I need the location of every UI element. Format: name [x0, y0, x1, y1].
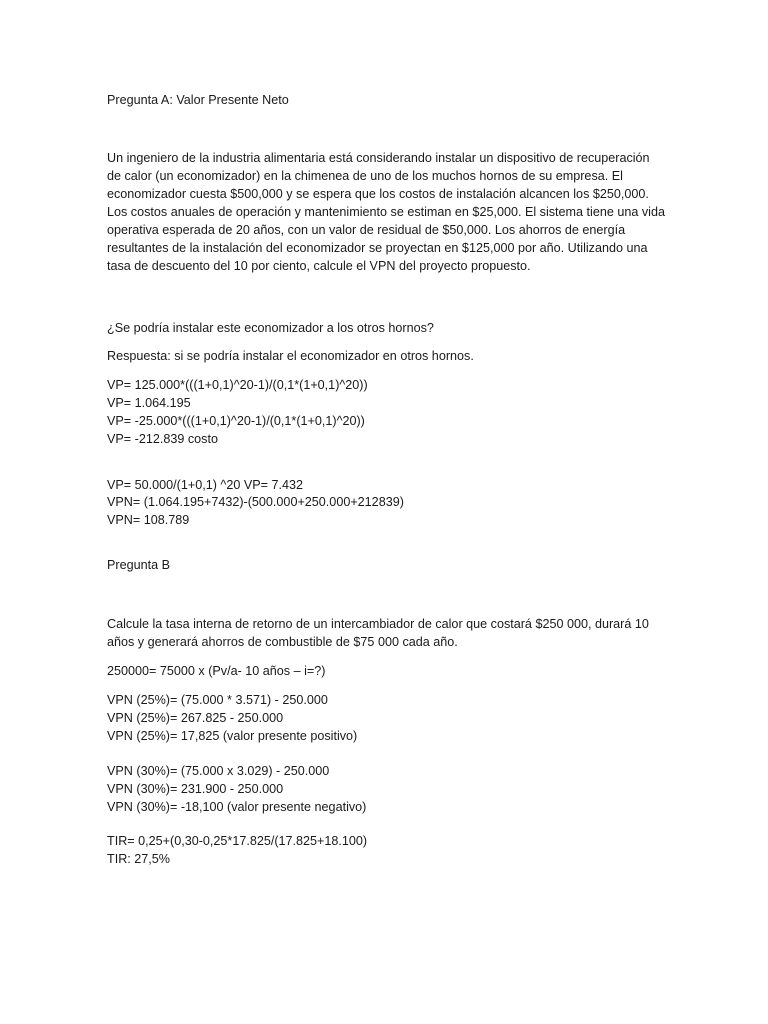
- calc-line: VPN= (1.064.195+7432)-(500.000+250.000+212839): [107, 495, 404, 509]
- section-title-pregunta-b: Pregunta B: [107, 558, 171, 572]
- calc-line: VP= 125.000*(((1+0,1)^20-1)/(0,1*(1+0,1)^20)): [107, 378, 368, 392]
- section-title-pregunta-a: Pregunta A: Valor Presente Neto: [107, 93, 289, 107]
- calc-line: VPN (30%)= -18,100 (valor presente negativo): [107, 800, 367, 814]
- calc-line: VPN= 108.789: [107, 513, 190, 527]
- equation-b: 250000= 75000 x (Pv/a- 10 años – i=?): [107, 664, 326, 678]
- problem-a-line: Un ingeniero de la industria alimentaria está considerando instalar un dispositivo de recuperación: [107, 151, 650, 165]
- problem-a-line: Los costos anuales de operación y mantenimiento se estiman en $25,000. El sistema tiene una vida: [107, 205, 665, 219]
- calc-line: VP= 50.000/(1+0,1) ^20 VP= 7.432: [107, 478, 304, 492]
- calc-line: VPN (25%)= 267.825 - 250.000: [107, 711, 284, 725]
- problem-a-line: operativa esperada de 20 años, con un valor de residual de $50,000. Los ahorros de energía: [107, 223, 626, 237]
- problem-b-line: Calcule la tasa interna de retorno de un intercambiador de calor que costará $250 000, durará 10: [107, 617, 649, 631]
- problem-a-line: tasa de descuento del 10 por ciento, calcule el VPN del proyecto propuesto.: [107, 259, 531, 273]
- calc-line: VPN (30%)= (75.000 x 3.029) - 250.000: [107, 764, 330, 778]
- calc-line: VP= 1.064.195: [107, 396, 191, 410]
- problem-a-line: resultantes de la instalación del economizador se proyectan en $125,000 por año. Utilizando una: [107, 241, 648, 255]
- calc-line: VP= -25.000*(((1+0,1)^20-1)/(0,1*(1+0,1)^20)): [107, 414, 365, 428]
- calc-line: VPN (25%)= 17,825 (valor presente positivo): [107, 729, 358, 743]
- problem-b-line: años y generará ahorros de combustible de $75 000 cada año.: [107, 635, 458, 649]
- calc-line: VPN (25%)= (75.000 * 3.571) - 250.000: [107, 693, 328, 707]
- calc-line: VPN (30%)= 231.900 - 250.000: [107, 782, 284, 796]
- problem-a-line: economizador cuesta $500,000 y se espera que los costos de instalación alcancen los $250,000.: [107, 187, 649, 201]
- problem-a-line: de calor (un economizador) en la chimenea de uno de los muchos hornos de su empresa. El: [107, 169, 623, 183]
- question-a: ¿Se podría instalar este economizador a los otros hornos?: [107, 321, 434, 335]
- answer-a: Respuesta: si se podría instalar el economizador en otros hornos.: [107, 349, 474, 363]
- calc-line: VP= -212.839 costo: [107, 432, 218, 446]
- calc-line: TIR= 0,25+(0,30-0,25*17.825/(17.825+18.100): [107, 834, 368, 848]
- tir-result: TIR: 27,5%: [107, 852, 170, 866]
